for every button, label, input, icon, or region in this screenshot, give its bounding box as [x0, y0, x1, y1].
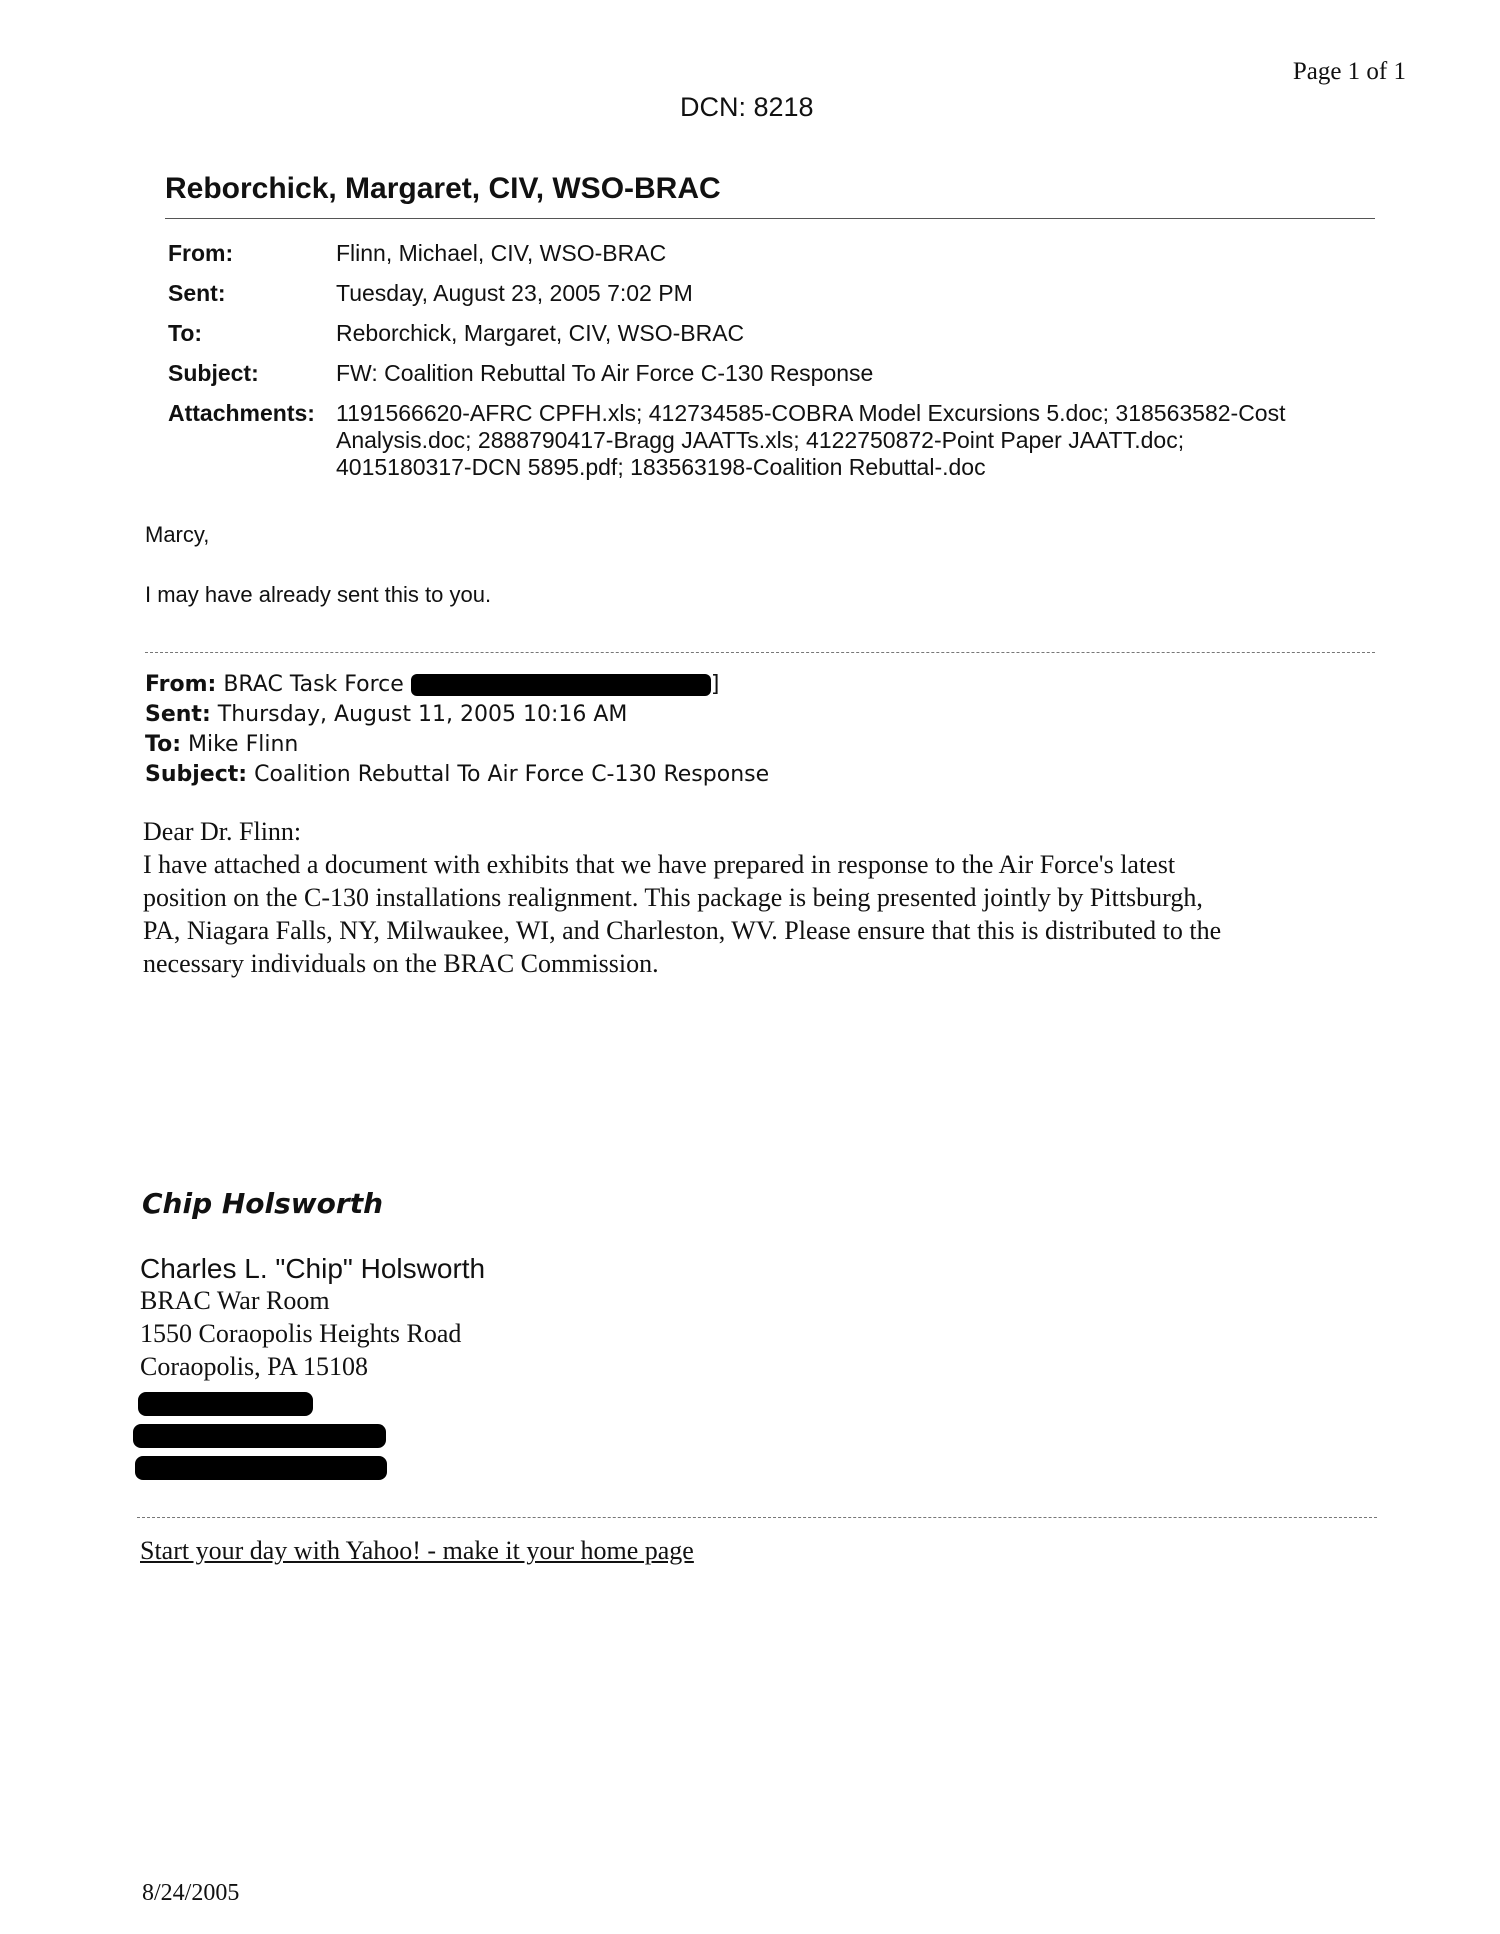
- letter-body: [143, 815, 1221, 980]
- address-line: Coraopolis, PA 15108: [140, 1352, 369, 1381]
- attachment-line: Analysis.doc; 2888790417-Bragg JAATTs.xls; 4122750872-Point Paper JAATT.doc;: [336, 427, 1185, 453]
- sent-value: Tuesday, August 23, 2005 7:02 PM: [336, 280, 693, 306]
- original-sent-label: Sent:: [145, 702, 211, 727]
- letter-line: necessary individuals on the BRAC Commission.: [143, 949, 659, 978]
- mailbox-owner: Reborchick, Margaret, CIV, WSO-BRAC: [165, 172, 721, 205]
- subject-label: Subject:: [168, 360, 259, 386]
- letter-line: I have attached a document with exhibits that we have prepared in response to the Air Force's latest: [143, 850, 1176, 879]
- original-sent-row: [145, 702, 627, 727]
- original-subject-label: Subject:: [145, 762, 248, 787]
- original-from-close: ]: [710, 672, 720, 697]
- redaction-mark: [411, 674, 711, 696]
- letter-salutation: Dear Dr. Flinn:: [143, 817, 302, 846]
- dcn-label: DCN: 8218: [680, 92, 814, 122]
- from-value: Flinn, Michael, CIV, WSO-BRAC: [336, 240, 667, 266]
- letter-line: position on the C-130 installations realignment. This package is being presented jointly by Pittsburgh,: [143, 883, 1203, 912]
- original-to-row: [145, 732, 298, 757]
- address-line: 1550 Coraopolis Heights Road: [140, 1319, 462, 1348]
- original-to-label: To:: [145, 732, 181, 757]
- subject-value: FW: Coalition Rebuttal To Air Force C-130 Response: [336, 360, 874, 386]
- header-divider: [165, 218, 1375, 219]
- forward-greeting: Marcy,: [145, 522, 210, 547]
- signature-divider: [137, 1517, 1377, 1518]
- forward-body: I may have already sent this to you.: [145, 582, 492, 607]
- signature-address: [140, 1284, 461, 1383]
- redaction-mark: [133, 1424, 386, 1448]
- original-subject-row: [145, 762, 769, 787]
- signature-full-name: Charles L. "Chip" Holsworth: [140, 1253, 486, 1284]
- attachments-list: [336, 400, 1285, 481]
- signature-script-name: Chip Holsworth: [142, 1187, 384, 1220]
- original-sent-value: Thursday, August 11, 2005 10:16 AM: [217, 702, 628, 727]
- original-from-value: BRAC Task Force: [223, 672, 404, 697]
- footer-date: 8/24/2005: [142, 1880, 240, 1906]
- sent-label: Sent:: [168, 280, 226, 306]
- redaction-mark: [135, 1456, 387, 1480]
- original-to-value: Mike Flinn: [188, 732, 299, 757]
- attachment-line: 4015180317-DCN 5895.pdf; 183563198-Coalition Rebuttal-.doc: [336, 454, 986, 480]
- attachment-line: 1191566620-AFRC CPFH.xls; 412734585-COBRA Model Excursions 5.doc; 318563582-Cost: [336, 400, 1286, 426]
- to-value: Reborchick, Margaret, CIV, WSO-BRAC: [336, 320, 745, 346]
- forward-divider: [145, 652, 1375, 653]
- original-from-row: [145, 672, 719, 697]
- attachments-label: Attachments:: [168, 400, 315, 426]
- original-from-label: From:: [145, 672, 217, 697]
- address-line: BRAC War Room: [140, 1286, 330, 1315]
- original-subject-value: Coalition Rebuttal To Air Force C-130 Response: [254, 762, 770, 787]
- redaction-mark: [138, 1392, 313, 1416]
- page-number: Page 1 of 1: [1292, 58, 1406, 85]
- letter-line: PA, Niagara Falls, NY, Milwaukee, WI, and Charleston, WV. Please ensure that this is distributed to the: [143, 916, 1222, 945]
- to-label: To:: [168, 320, 203, 346]
- from-label: From:: [168, 240, 234, 266]
- yahoo-promo-link[interactable]: Start your day with Yahoo! - make it your home page: [140, 1536, 694, 1565]
